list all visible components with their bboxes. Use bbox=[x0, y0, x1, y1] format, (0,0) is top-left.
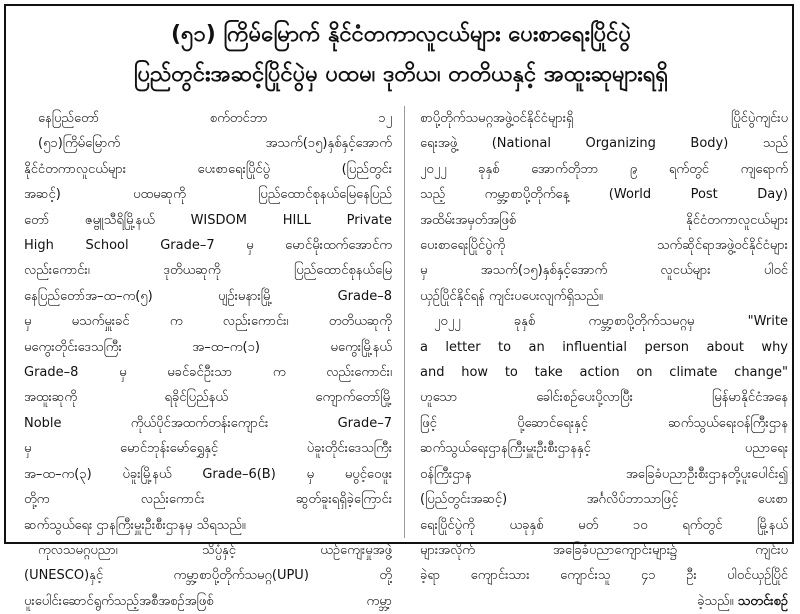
body-line: ဟူသော ခေါင်းစဉ်ပေးပို့လာပြီး မြန်မာနိုင်ငံအနေ bbox=[420, 390, 788, 406]
body-line: အထိမ်းအမှတ်အဖြစ် နိုင်ငံတကာလူငယ်များ bbox=[420, 212, 788, 228]
body-line: ခဲ့ရာ ကျောင်းသား ကျောင်းသူ ၄၁ ဦး ပါဝင်ယှဉ်ပြိုင် bbox=[420, 568, 788, 584]
body-line: အ–ထ–က(၃) ပဲခူးမြို့နယ် Grade–6(B) မှ မပွင့်ဝေဖူး bbox=[24, 466, 392, 482]
final-line-with-byline bbox=[420, 589, 788, 614]
body-line: ၂၀၂၂ ခုနှစ် ကမ္ဘာ့စာပို့တိုက်သမဂ္ဂမှ "Write bbox=[434, 314, 788, 330]
body-line: ကုလသမဂ္ဂပညာ၊ သိပ္ပံနှင့် ယဉ်ကျေးမှုအဖွဲ့ bbox=[38, 542, 392, 558]
article-frame bbox=[4, 4, 794, 609]
body-line: ရေးအဖွဲ့ (National Organizing Body) သည် bbox=[420, 136, 788, 152]
body-line: မှ မောင်ဘုန်းမော်ရွှေနှင့် ပဲခူးတိုင်းဒေသကြီး bbox=[24, 441, 392, 457]
body-line: ဖြင့် ပို့ဆောင်ရေးနှင့် ဆက်သွယ်ရေးဝန်ကြီးဌာန bbox=[420, 415, 788, 431]
body-line: a letter to an influential person about why bbox=[420, 339, 788, 355]
body-line: ပေးစာရေးပြိုင်ပွဲကို သက်ဆိုင်ရာအဖွဲ့ဝင်နိုင်ငံများ bbox=[420, 238, 788, 254]
dateline: နေပြည်တော် စက်တင်ဘာ ၁၂ bbox=[38, 111, 392, 126]
body-line: and how to take action on climate change" bbox=[420, 365, 788, 381]
body-line: အထူးဆုကို ရခိုင်ပြည်နယ် ကျောက်တော်မြို့ bbox=[24, 390, 392, 406]
body-line: ယှဉ်ပြိုင်နိုင်ရန် ကျင်းပပေးလျက်ရှိသည်။ bbox=[420, 288, 603, 304]
body-line: ရေးပြိုင်ပွဲကို ယခုနှစ် မတ် ၁၀ ရက်တွင် မြို့နယ် bbox=[420, 517, 788, 533]
body-line: အဆင့်) ပထမဆုကို ပြည်ထောင်စုနယ်မြေနေပြည် bbox=[24, 187, 392, 203]
body-line: ဆက်သွယ်ရေး ဌာနကြီးမှူးဦးစီးဌာနမှ သိရသည်။ bbox=[24, 517, 246, 533]
body-line: Noble ကိုယ်ပိုင်အထက်တန်းကျောင်း Grade–7 bbox=[24, 415, 392, 431]
body-line: မှ အသက်(၁၅)နှစ်နှင့်အောက် လူငယ်များ ပါဝင် bbox=[420, 263, 788, 279]
headline-line-1: (၅၁) ကြိမ်မြောက် နိုင်ငံတကာလူငယ်များ ပေးစာရေးပြိုင်ပွဲ bbox=[170, 22, 632, 47]
body-line: ဆက်သွယ်ရေးဌာနကြီးမှူးဦးစီးဌာနနှင့် ပညာရေး bbox=[420, 441, 788, 457]
right-column bbox=[420, 106, 788, 614]
body-line: မကွေးတိုင်းဒေသကြီး အ–ထ–က(၁) မကွေးမြို့နယ် bbox=[24, 339, 392, 355]
body-line: သည့် ကမ္ဘာ့စာပို့တိုက်နေ့ (World Post Day) bbox=[420, 187, 788, 203]
body-line: မှ မသက်မှူးခင် က လည်းကောင်း၊ တတိယဆုကို bbox=[24, 314, 392, 330]
headline-line-2: ပြည်တွင်းအဆင့်ပြိုင်ပွဲမှ ပထမ၊ ဒုတိယ၊ တတိယနှင့် အထူးဆုများရရှိ bbox=[133, 62, 669, 87]
body-line: ခဲ့သည်။ bbox=[697, 593, 734, 609]
column-divider bbox=[404, 106, 405, 538]
body-line: ၂၀၂၂ ခုနှစ် အောက်တိုဘာ ၉ ရက်တွင် ကျရောက် bbox=[420, 161, 788, 177]
body-line: များအလိုက် အခြေခံပညာကျောင်းများ၌ ကျင်းပ bbox=[420, 542, 788, 558]
body-line: ဝန်ကြီးဌာန အခြေခံပညာဦးစီးဌာနတို့ပူးပေါင်း၍ bbox=[420, 466, 788, 482]
body-line: (ပြည်တွင်းအဆင့်) အင်္ဂလိပ်ဘာသာဖြင့် ပေးစာ bbox=[420, 492, 788, 508]
body-line: နေပြည်တော်အ–ထ–က(၅) ပျဉ်းမနားမြို့ Grade–8 bbox=[24, 288, 392, 304]
left-column bbox=[24, 106, 392, 614]
body-line: နိုင်ငံတကာလူငယ်များ ပေးစာရေးပြိုင်ပွဲ (ပြည်တွင်း bbox=[24, 161, 392, 177]
body-line: တို့က လည်းကောင်း ဆွတ်ခူးရရှိခဲ့ကြောင်း bbox=[24, 492, 392, 508]
body-line: တော် ဇမ္ဗူသီရိမြို့နယ် WISDOM HILL Private bbox=[24, 212, 392, 228]
byline: သတင်းစဉ် bbox=[737, 593, 788, 609]
body-line: High School Grade–7 မှ မောင်မိုးထက်အောင်က bbox=[24, 238, 392, 254]
body-line: Grade–8 မှ မခင်ခင်ဦးသာ က လည်းကောင်း၊ bbox=[24, 365, 392, 381]
body-line: (၅၁)ကြိမ်မြောက် အသက်(၁၅)နှစ်နှင့်အောက် bbox=[38, 136, 392, 152]
body-line: စာပို့တိုက်သမဂ္ဂအဖွဲ့ဝင်နိုင်ငံများရှိ ပြိုင်ပွဲကျင်းပ bbox=[420, 111, 788, 126]
body-line: ပူးပေါင်းဆောင်ရွက်သည့်အစီအစဉ်အဖြစ် ကမ္ဘာ့ bbox=[24, 593, 392, 609]
body-line: လည်းကောင်း၊ ဒုတိယဆုကို ပြည်ထောင်စုနယ်မြေ bbox=[24, 263, 392, 279]
body-line: (UNESCO)နှင့် ကမ္ဘာ့စာပို့တိုက်သမဂ္ဂ(UPU) တို့ bbox=[24, 568, 392, 584]
